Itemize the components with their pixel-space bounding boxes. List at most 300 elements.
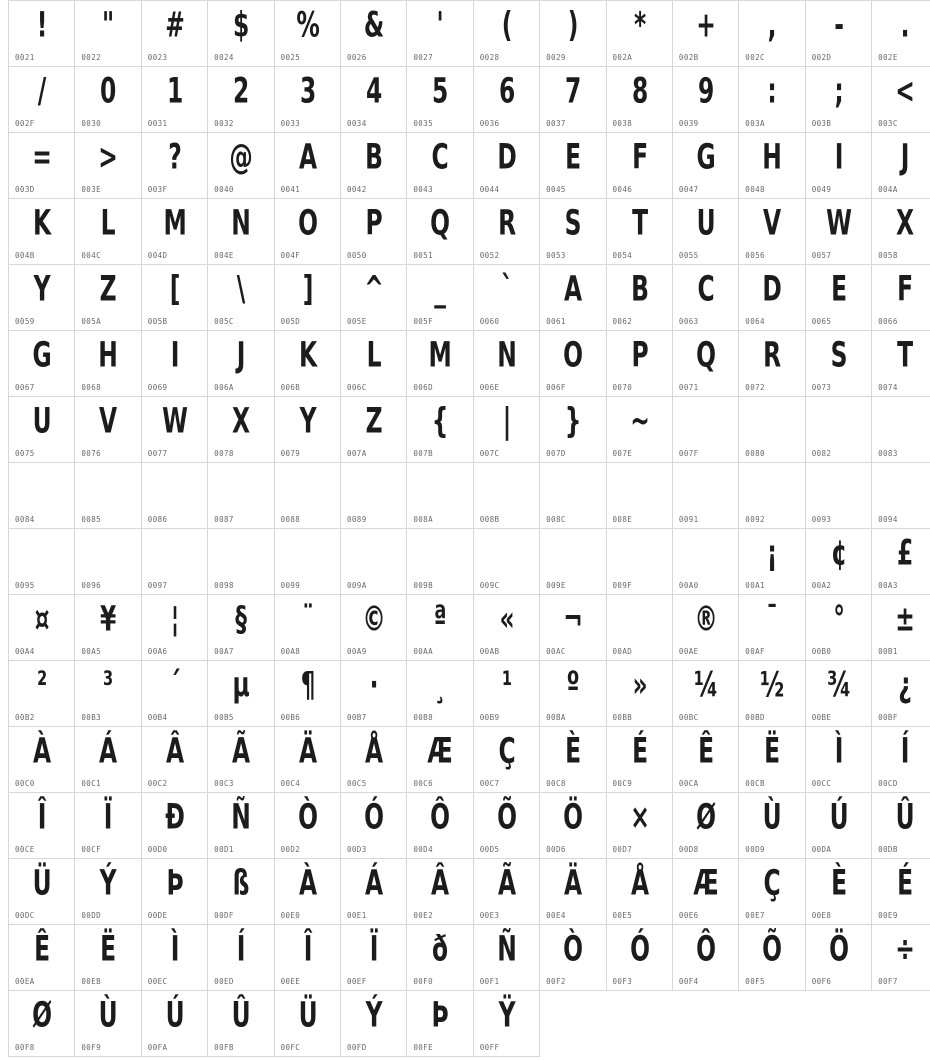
glyph-cell[interactable] (606, 727, 672, 793)
glyph-cell[interactable] (872, 595, 930, 661)
glyph-cell[interactable] (141, 331, 207, 397)
glyph-code-label: 00C7 (479, 779, 500, 788)
glyph-cell[interactable] (208, 331, 274, 397)
glyph-code-label: 0052 (479, 251, 500, 260)
glyph-cell[interactable] (208, 199, 274, 265)
glyph-cell[interactable] (407, 859, 473, 925)
glyph-cell[interactable] (606, 331, 672, 397)
glyph-cell[interactable] (407, 727, 473, 793)
glyph-cell[interactable] (340, 133, 406, 199)
glyph-cell[interactable] (75, 859, 141, 925)
glyph-cell[interactable] (274, 859, 340, 925)
glyph-cell[interactable] (739, 529, 805, 595)
glyph-cell[interactable] (739, 463, 805, 529)
glyph-cell[interactable] (805, 199, 871, 265)
glyph-cell[interactable] (473, 529, 539, 595)
glyph-cell[interactable] (274, 397, 340, 463)
glyph-cell[interactable] (739, 595, 805, 661)
glyph-cell[interactable] (540, 1, 606, 67)
glyph-cell[interactable] (606, 859, 672, 925)
glyph-cell[interactable] (805, 793, 871, 859)
glyph-row (9, 1, 930, 67)
glyph-cell[interactable] (274, 1, 340, 67)
glyph-cell[interactable] (9, 265, 75, 331)
glyph-character: T (631, 203, 647, 244)
glyph-character: Ä (564, 863, 582, 904)
glyph-cell[interactable] (872, 859, 930, 925)
glyph-cell[interactable] (672, 793, 738, 859)
glyph-code-label: 003E (81, 185, 102, 194)
glyph-cell-inner (739, 925, 804, 990)
glyph-cell[interactable] (540, 529, 606, 595)
glyph-code-label: 00E8 (811, 911, 832, 920)
glyph-cell[interactable] (274, 67, 340, 133)
glyph-cell[interactable] (473, 859, 539, 925)
glyph-code-label: 0034 (346, 119, 367, 128)
glyph-cell[interactable] (606, 529, 672, 595)
glyph-row (9, 331, 930, 397)
glyph-cell[interactable] (75, 529, 141, 595)
glyph-cell[interactable] (340, 463, 406, 529)
glyph-cell[interactable] (473, 925, 539, 991)
glyph-cell[interactable] (141, 859, 207, 925)
glyph-cell[interactable] (208, 397, 274, 463)
glyph-character: ª (433, 599, 447, 640)
glyph-cell[interactable] (141, 1, 207, 67)
glyph-character: \ (236, 269, 245, 310)
glyph-character: Î (303, 929, 312, 970)
glyph-cell-filler (739, 991, 805, 1057)
glyph-code-label: 00F3 (612, 977, 633, 986)
glyph-cell[interactable] (872, 727, 930, 793)
glyph-cell[interactable] (75, 397, 141, 463)
glyph-cell[interactable] (407, 463, 473, 529)
glyph-cell[interactable] (208, 991, 274, 1057)
glyph-cell[interactable] (340, 727, 406, 793)
glyph-code-label: 00B5 (214, 713, 234, 722)
glyph-code-label: 004D (147, 251, 168, 260)
glyph-code-label: 00B1 (878, 647, 898, 656)
glyph-cell[interactable] (75, 1, 141, 67)
glyph-cell[interactable] (606, 397, 672, 463)
glyph-cell[interactable] (274, 133, 340, 199)
glyph-cell[interactable] (805, 859, 871, 925)
glyph-code-label: 009F (612, 581, 633, 590)
glyph-character: I (834, 137, 843, 178)
glyph-cell[interactable] (208, 661, 274, 727)
glyph-cell-inner (607, 265, 672, 330)
glyph-cell-inner (474, 793, 539, 858)
glyph-cell[interactable] (407, 595, 473, 661)
glyph-cell[interactable] (606, 265, 672, 331)
glyph-cell[interactable] (274, 661, 340, 727)
glyph-cell[interactable] (672, 1, 738, 67)
glyph-cell[interactable] (805, 727, 871, 793)
glyph-cell[interactable] (141, 463, 207, 529)
glyph-cell[interactable] (407, 529, 473, 595)
glyph-cell[interactable] (606, 463, 672, 529)
glyph-cell[interactable] (739, 397, 805, 463)
glyph-cell[interactable] (407, 397, 473, 463)
glyph-code-label: 00CB (745, 779, 765, 788)
glyph-cell[interactable] (805, 265, 871, 331)
glyph-cell[interactable] (473, 133, 539, 199)
glyph-character: W (825, 203, 851, 244)
glyph-cell[interactable] (805, 529, 871, 595)
glyph-cell[interactable] (407, 67, 473, 133)
glyph-cell[interactable] (9, 727, 75, 793)
glyph-cell[interactable] (606, 1, 672, 67)
glyph-cell[interactable] (407, 661, 473, 727)
glyph-cell-inner (806, 463, 871, 528)
glyph-cell[interactable] (805, 397, 871, 463)
glyph-code-label: 002B (678, 53, 699, 62)
glyph-cell[interactable] (141, 199, 207, 265)
glyph-cell[interactable] (872, 793, 930, 859)
glyph-cell[interactable] (141, 595, 207, 661)
glyph-cell[interactable] (75, 793, 141, 859)
glyph-character: ß (232, 863, 249, 904)
glyph-cell[interactable] (473, 67, 539, 133)
glyph-cell[interactable] (672, 859, 738, 925)
glyph-character: Ý (99, 863, 117, 904)
glyph-cell[interactable] (9, 199, 75, 265)
glyph-character: Z (365, 401, 382, 442)
glyph-code-label: 00B6 (280, 713, 301, 722)
glyph-cell[interactable] (407, 199, 473, 265)
glyph-cell[interactable] (672, 331, 738, 397)
glyph-cell-inner (142, 331, 207, 396)
glyph-code-label: 0094 (878, 515, 898, 524)
glyph-cell[interactable] (805, 1, 871, 67)
glyph-cell[interactable] (274, 265, 340, 331)
glyph-cell[interactable] (208, 595, 274, 661)
glyph-cell[interactable] (739, 133, 805, 199)
glyph-cell[interactable] (141, 991, 207, 1057)
glyph-cell-inner (739, 727, 804, 792)
glyph-cell[interactable] (9, 397, 75, 463)
glyph-cell[interactable] (141, 661, 207, 727)
glyph-cell[interactable] (141, 397, 207, 463)
glyph-cell[interactable] (340, 265, 406, 331)
glyph-cell[interactable] (473, 793, 539, 859)
glyph-cell[interactable] (9, 661, 75, 727)
glyph-cell[interactable] (9, 67, 75, 133)
glyph-cell[interactable] (872, 925, 930, 991)
glyph-cell[interactable] (9, 133, 75, 199)
glyph-cell[interactable] (606, 133, 672, 199)
glyph-cell[interactable] (739, 661, 805, 727)
glyph-cell-inner (540, 1, 605, 66)
glyph-cell[interactable] (340, 199, 406, 265)
glyph-cell[interactable] (672, 463, 738, 529)
glyph-cell[interactable] (407, 331, 473, 397)
glyph-cell[interactable] (473, 397, 539, 463)
glyph-cell[interactable] (141, 925, 207, 991)
glyph-cell[interactable] (473, 595, 539, 661)
glyph-cell[interactable] (340, 661, 406, 727)
glyph-cell[interactable] (872, 529, 930, 595)
glyph-cell[interactable] (739, 727, 805, 793)
glyph-character: I (170, 335, 179, 376)
glyph-cell[interactable] (739, 1, 805, 67)
glyph-cell[interactable] (75, 661, 141, 727)
glyph-cell[interactable] (340, 1, 406, 67)
glyph-cell[interactable] (872, 397, 930, 463)
glyph-cell[interactable] (606, 595, 672, 661)
glyph-cell[interactable] (739, 67, 805, 133)
glyph-cell-inner (275, 859, 340, 924)
glyph-cell[interactable] (340, 529, 406, 595)
glyph-code-label: 00E0 (280, 911, 301, 920)
glyph-cell[interactable] (473, 463, 539, 529)
glyph-cell[interactable] (540, 595, 606, 661)
glyph-cell[interactable] (540, 67, 606, 133)
glyph-code-label: 00CE (15, 845, 35, 854)
glyph-code-label: 0032 (214, 119, 234, 128)
glyph-cell[interactable] (872, 199, 930, 265)
glyph-character: Ò (563, 929, 583, 970)
glyph-cell[interactable] (407, 925, 473, 991)
glyph-cell[interactable] (606, 199, 672, 265)
glyph-cell[interactable] (672, 595, 738, 661)
glyph-cell[interactable] (672, 925, 738, 991)
glyph-cell[interactable] (473, 199, 539, 265)
glyph-code-label: 00D8 (678, 845, 699, 854)
glyph-cell[interactable] (540, 793, 606, 859)
glyph-cell[interactable] (274, 793, 340, 859)
glyph-cell[interactable] (9, 793, 75, 859)
glyph-cell[interactable] (872, 463, 930, 529)
glyph-cell[interactable] (75, 67, 141, 133)
glyph-code-label: 00BF (878, 713, 898, 722)
glyph-cell[interactable] (872, 661, 930, 727)
glyph-cell[interactable] (9, 859, 75, 925)
glyph-cell[interactable] (340, 925, 406, 991)
glyph-cell[interactable] (672, 661, 738, 727)
glyph-cell[interactable] (805, 67, 871, 133)
glyph-code-label: 008C (546, 515, 566, 524)
glyph-character: Æ (427, 731, 453, 772)
glyph-cell[interactable] (606, 793, 672, 859)
glyph-cell[interactable] (540, 265, 606, 331)
glyph-cell-inner (872, 727, 930, 792)
glyph-character: Þ (431, 995, 449, 1036)
glyph-cell[interactable] (274, 529, 340, 595)
glyph-cell[interactable] (340, 595, 406, 661)
glyph-cell-inner (208, 925, 273, 990)
glyph-cell[interactable] (208, 67, 274, 133)
glyph-cell[interactable] (274, 925, 340, 991)
glyph-code-label: 00DF (214, 911, 234, 920)
glyph-cell[interactable] (672, 133, 738, 199)
glyph-cell-inner (739, 67, 804, 132)
glyph-cell[interactable] (208, 529, 274, 595)
glyph-cell[interactable] (75, 991, 141, 1057)
glyph-cell[interactable] (606, 661, 672, 727)
glyph-cell[interactable] (473, 1, 539, 67)
glyph-cell-inner (673, 133, 738, 198)
glyph-cell-inner (607, 859, 672, 924)
glyph-cell-inner (540, 265, 605, 330)
glyph-code-label: 0023 (147, 53, 168, 62)
glyph-cell[interactable] (739, 925, 805, 991)
glyph-cell[interactable] (75, 133, 141, 199)
glyph-cell[interactable] (274, 463, 340, 529)
glyph-cell[interactable] (407, 793, 473, 859)
glyph-cell[interactable] (141, 727, 207, 793)
glyph-cell[interactable] (9, 991, 75, 1057)
glyph-cell[interactable] (805, 925, 871, 991)
glyph-code-label: 006E (479, 383, 500, 392)
glyph-cell[interactable] (407, 133, 473, 199)
glyph-cell[interactable] (9, 925, 75, 991)
glyph-cell[interactable] (208, 727, 274, 793)
glyph-cell[interactable] (9, 529, 75, 595)
glyph-cell[interactable] (9, 331, 75, 397)
glyph-character: Ë (100, 929, 116, 970)
glyph-cell-inner (673, 793, 738, 858)
glyph-cell[interactable] (606, 925, 672, 991)
glyph-code-label: 005D (280, 317, 301, 326)
glyph-cell[interactable] (872, 133, 930, 199)
glyph-cell[interactable] (739, 265, 805, 331)
glyph-cell[interactable] (872, 331, 930, 397)
glyph-cell[interactable] (407, 1, 473, 67)
glyph-cell[interactable] (540, 199, 606, 265)
glyph-code-label: 0057 (811, 251, 832, 260)
glyph-cell[interactable] (540, 133, 606, 199)
glyph-cell[interactable] (141, 529, 207, 595)
glyph-cell[interactable] (407, 265, 473, 331)
glyph-cell[interactable] (540, 925, 606, 991)
glyph-cell[interactable] (208, 463, 274, 529)
glyph-cell-inner (275, 397, 340, 462)
glyph-cell[interactable] (540, 727, 606, 793)
glyph-cell-inner (806, 727, 871, 792)
glyph-cell[interactable] (274, 199, 340, 265)
glyph-cell[interactable] (208, 793, 274, 859)
glyph-cell[interactable] (672, 199, 738, 265)
glyph-cell[interactable] (872, 1, 930, 67)
glyph-cell[interactable] (274, 331, 340, 397)
glyph-cell[interactable] (473, 661, 539, 727)
glyph-code-label: 0030 (81, 119, 102, 128)
glyph-cell[interactable] (606, 67, 672, 133)
glyph-cell[interactable] (9, 463, 75, 529)
glyph-code-label: 006A (214, 383, 234, 392)
glyph-cell[interactable] (141, 265, 207, 331)
glyph-cell[interactable] (407, 991, 473, 1057)
glyph-code-label: 0079 (280, 449, 301, 458)
glyph-cell[interactable] (208, 133, 274, 199)
glyph-cell[interactable] (473, 727, 539, 793)
glyph-cell[interactable] (141, 67, 207, 133)
glyph-cell[interactable] (340, 67, 406, 133)
glyph-cell[interactable] (9, 1, 75, 67)
glyph-cell[interactable] (340, 331, 406, 397)
glyph-cell-inner (474, 67, 539, 132)
glyph-code-label: 00D6 (546, 845, 566, 854)
glyph-cell[interactable] (75, 199, 141, 265)
glyph-character: ³ (103, 665, 113, 706)
glyph-cell[interactable] (672, 265, 738, 331)
glyph-cell[interactable] (672, 397, 738, 463)
glyph-cell[interactable] (274, 727, 340, 793)
glyph-cell[interactable] (75, 463, 141, 529)
glyph-cell[interactable] (75, 595, 141, 661)
glyph-cell[interactable] (340, 991, 406, 1057)
glyph-cell[interactable] (473, 991, 539, 1057)
glyph-character: Ù (762, 797, 782, 838)
glyph-cell[interactable] (540, 661, 606, 727)
glyph-code-label: 00CF (81, 845, 102, 854)
glyph-cell[interactable] (805, 595, 871, 661)
glyph-cell[interactable] (274, 991, 340, 1057)
glyph-cell[interactable] (805, 463, 871, 529)
glyph-cell[interactable] (739, 859, 805, 925)
glyph-cell[interactable] (473, 265, 539, 331)
glyph-cell[interactable] (141, 133, 207, 199)
glyph-cell-inner (75, 793, 140, 858)
glyph-code-label: 0068 (81, 383, 102, 392)
glyph-cell[interactable] (340, 859, 406, 925)
glyph-cell-inner (208, 133, 273, 198)
glyph-code-label: 007E (612, 449, 633, 458)
glyph-cell[interactable] (75, 331, 141, 397)
glyph-cell[interactable] (540, 331, 606, 397)
glyph-cell-inner (341, 67, 406, 132)
glyph-cell[interactable] (805, 133, 871, 199)
glyph-character: 8 (631, 71, 647, 112)
glyph-cell[interactable] (672, 67, 738, 133)
glyph-cell[interactable] (805, 661, 871, 727)
glyph-code-label: 00BC (678, 713, 699, 722)
glyph-cell[interactable] (739, 793, 805, 859)
glyph-cell-inner (275, 331, 340, 396)
glyph-cell[interactable] (75, 727, 141, 793)
glyph-cell[interactable] (208, 925, 274, 991)
glyph-cell-inner (673, 265, 738, 330)
glyph-cell-inner (75, 331, 140, 396)
glyph-cell[interactable] (540, 859, 606, 925)
glyph-character: = (32, 137, 52, 178)
glyph-code-label: 0093 (811, 515, 832, 524)
glyph-cell[interactable] (672, 727, 738, 793)
glyph-cell[interactable] (75, 925, 141, 991)
glyph-cell[interactable] (340, 793, 406, 859)
glyph-cell[interactable] (540, 463, 606, 529)
glyph-cell[interactable] (672, 529, 738, 595)
glyph-cell[interactable] (739, 331, 805, 397)
glyph-cell[interactable] (540, 397, 606, 463)
glyph-cell[interactable] (9, 595, 75, 661)
glyph-cell[interactable] (872, 67, 930, 133)
glyph-character: ] (302, 269, 313, 310)
glyph-cell[interactable] (208, 1, 274, 67)
glyph-cell[interactable] (872, 265, 930, 331)
glyph-cell[interactable] (208, 265, 274, 331)
glyph-cell[interactable] (141, 793, 207, 859)
glyph-cell[interactable] (208, 859, 274, 925)
glyph-cell[interactable] (274, 595, 340, 661)
glyph-cell[interactable] (805, 331, 871, 397)
glyph-cell[interactable] (340, 397, 406, 463)
glyph-cell[interactable] (75, 265, 141, 331)
glyph-cell[interactable] (739, 199, 805, 265)
glyph-cell[interactable] (473, 331, 539, 397)
glyph-code-label: 00AE (678, 647, 699, 656)
